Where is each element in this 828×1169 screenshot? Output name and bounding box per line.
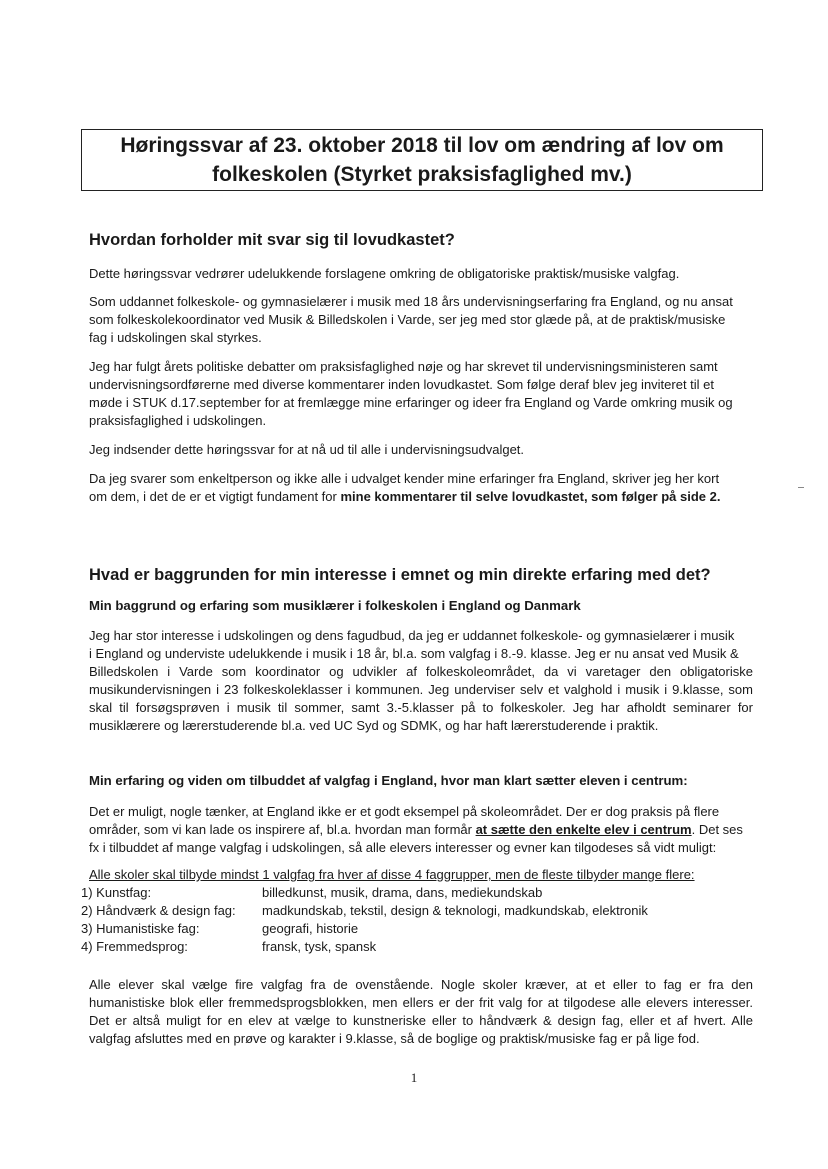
- paragraph-experience: [89, 627, 753, 735]
- group-subjects: fransk, tysk, spansk: [262, 939, 377, 954]
- list-intro: Alle skoler skal tilbyde mindst 1 valgfag fra hver af disse 4 faggrupper, men de fleste tilbyder mange flere:: [89, 867, 695, 882]
- subheading-musiklaerer: Min baggrund og erfaring som musiklærer i folkeskolen i England og Danmark: [89, 598, 581, 613]
- text-line: Det er altså muligt for en elev at vælge to kunstneriske eller to håndværk & design fag, eller et af hvert. Alle: [89, 1013, 753, 1028]
- text-line: som folkeskolekoordinator ved Musik & Billedskolen i Varde, ser jeg med stor glæde på, at de praktisk/musiske: [89, 312, 726, 327]
- text-line: Billedskolen i Varde som koordinator og udvikler af folkeskoleområdet, da vi varetager den obligatoriske: [89, 664, 753, 679]
- document-title-line-2: folkeskolen (Styrket praksisfaglighed mv.): [212, 163, 632, 186]
- paragraph-intro: [89, 265, 753, 283]
- section-heading-baggrund: Hvad er baggrunden for min interesse i emnet og min direkte erfaring med det?: [89, 566, 711, 584]
- text-line: Som uddannet folkeskole- og gymnasielærer i musik med 18 års undervisningserfaring fra England, og nu ansat: [89, 294, 733, 309]
- text-plain: områder, som vi kan lade os inspirere af, bl.a. hvordan man formår: [89, 822, 476, 837]
- paragraph-electives-choice: [89, 976, 753, 1048]
- text-line: undervisningsordførerne med diverse kommentarer inden lovudkastet. Som følge deraf blev jeg inviteret til et: [89, 377, 715, 392]
- text-line: Da jeg svarer som enkeltperson og ikke alle i udvalget kender mine erfaringer fra England, skriver jeg her kort: [89, 471, 720, 486]
- paragraph-debates: [89, 358, 753, 430]
- page-number: 1: [410, 1070, 418, 1085]
- subject-groups-table: [81, 884, 761, 956]
- text-line: [89, 821, 753, 839]
- text-line: Jeg indsender dette høringssvar for at nå ud til alle i undervisningsudvalget.: [89, 442, 525, 457]
- subheading-valgfag-england: Min erfaring og viden om tilbuddet af valgfag i England, hvor man klart sætter eleven i centrum:: [89, 773, 688, 788]
- group-subjects: billedkunst, musik, drama, dans, mediekundskab: [262, 885, 543, 900]
- text-line: valgfag afsluttes med en prøve og karakter i 9.klasse, så de boglige og praktisk/musiske fag er på lige fod.: [89, 1031, 700, 1046]
- table-row: [81, 902, 761, 920]
- table-row: [81, 938, 761, 956]
- text-line: Jeg har fulgt årets politiske debatter om praksisfaglighed nøje og har skrevet til undervisningsministeren samt: [89, 359, 718, 374]
- text-emphasis: at sætte den enkelte elev i centrum: [475, 822, 692, 837]
- text-line: praksisfaglighed i udskolingen.: [89, 413, 267, 428]
- text-line: musiklærere og lærerstuderende bl.a. ved UC Syd og SDMK, og har haft lærerstuderende i praktik.: [89, 718, 659, 733]
- text-line: fx i tilbuddet af mange valgfag i udskolingen, så alle elevers interesser og evner kan tilgodeses så vidt muligt:: [89, 840, 717, 855]
- text-line: musikundervisningen i 23 folkeskoleklasser i kommunen. Jeg underviser selv et valghold i musik i 9.klasse, som: [89, 682, 753, 697]
- group-category: 3) Humanistiske fag:: [81, 921, 200, 936]
- text-bold: mine kommentarer til selve lovudkastet, som følger på side 2.: [340, 489, 721, 504]
- text-line: Det er muligt, nogle tænker, at England ikke er et godt eksempel på skoleområdet. Der er dog praksis på flere: [89, 804, 720, 819]
- group-category: 4) Fremmedsprog:: [81, 939, 188, 954]
- group-category: 1) Kunstfag:: [81, 885, 152, 900]
- paragraph-submission: [89, 441, 753, 459]
- text-plain: . Det ses: [691, 822, 743, 837]
- table-row: [81, 884, 761, 902]
- document-title-line-1: Høringssvar af 23. oktober 2018 til lov om ændring af lov om: [120, 134, 724, 157]
- text-line: Jeg har stor interesse i udskolingen og dens fagudbud, da jeg er uddannet folkeskole- og gymnasielærer i musik: [89, 628, 735, 643]
- group-category: 2) Håndværk & design fag:: [81, 903, 236, 918]
- section-heading-lovudkast: Hvordan forholder mit svar sig til lovudkastet?: [89, 231, 455, 249]
- text-line: humanistiske blok eller fremmedsprogsblokken, men ellers er der frit valg for at tilgodese alle elevers interesser.: [89, 995, 753, 1010]
- text-line: Alle elever skal vælge fire valgfag fra de ovenstående. Nogle skoler kræver, at et eller to fag er fra den: [89, 977, 753, 992]
- text-line: Dette høringssvar vedrører udelukkende forslagene omkring de obligatoriske praktisk/musiske valgfag.: [89, 266, 680, 281]
- paragraph-england-practice: [89, 803, 753, 857]
- title-box: [81, 129, 763, 191]
- text-plain: om dem, i det de er et vigtigt fundament for: [89, 489, 341, 504]
- paragraph-background: [89, 293, 753, 347]
- text-line: i England og underviste udelukkende i musik i 18 år, bl.a. som valgfag i 8.-9. klasse. Jeg er nu ansat ved Musik &: [89, 646, 739, 661]
- text-line: skal til forsøgsprøven i musik til sommer, samt 3.-5.klasser på to folkeskoler. Jeg har afholdt seminarer for: [89, 700, 753, 715]
- text-line: [89, 488, 753, 506]
- scan-mark: [798, 487, 804, 488]
- text-line: fag i udskolingen skal styrkes.: [89, 330, 262, 345]
- table-row: [81, 920, 761, 938]
- group-subjects: geografi, historie: [262, 921, 359, 936]
- paragraph-reference: [89, 470, 753, 506]
- group-subjects: madkundskab, tekstil, design & teknologi, madkundskab, elektronik: [262, 903, 648, 918]
- text-line: møde i STUK d.17.september for at fremlægge mine erfaringer og ideer fra England og Varde omkring musik og: [89, 395, 733, 410]
